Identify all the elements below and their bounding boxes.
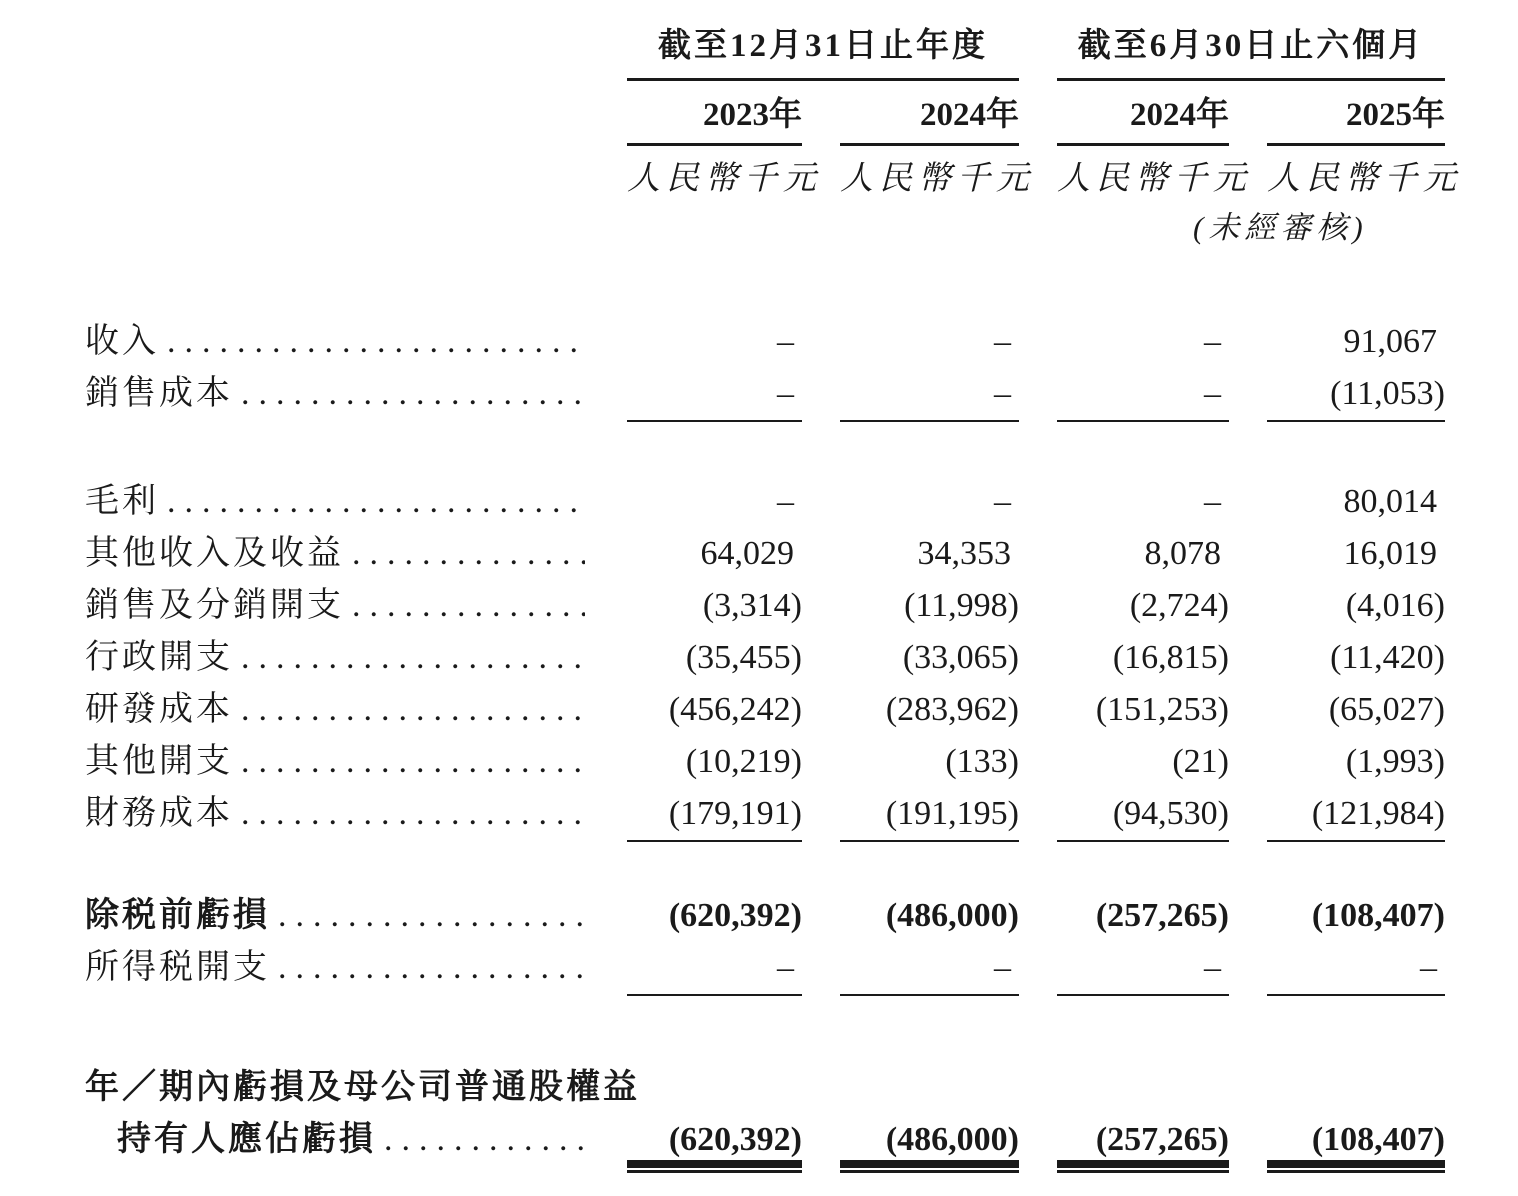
cell-value: (10,219) (685, 743, 802, 780)
cell-value: (108,407) (1311, 897, 1445, 934)
cell-value: 34,353 (917, 535, 1011, 572)
cell-value: – (777, 323, 794, 360)
cell-value: (11,998) (904, 587, 1019, 624)
row-label (85, 316, 589, 368)
table-row (85, 684, 1518, 736)
row-label-text: 其他收入及收益 (85, 535, 344, 572)
unit-label: 人民幣千元 (840, 161, 1035, 197)
cell-value: 91,067 (1343, 323, 1437, 360)
table-row (85, 368, 1518, 420)
row-label (85, 684, 589, 736)
row-label-text: 持有人應佔虧損 (117, 1121, 376, 1158)
table-row (85, 580, 1518, 632)
cell-value: (108,407) (1267, 1114, 1445, 1166)
row-label (85, 632, 589, 684)
cell-value: (257,265) (1057, 1114, 1229, 1166)
row-label-text: 財務成本 (85, 795, 233, 832)
unit-label: 人民幣千元 (1057, 161, 1252, 197)
cell-value: (33,065) (902, 639, 1019, 676)
cell-value: – (1267, 942, 1445, 996)
table-rows (85, 316, 1518, 1166)
row-label (85, 476, 589, 528)
cell-value: – (840, 942, 1019, 996)
cell-value: – (627, 942, 802, 996)
table-row (85, 890, 1518, 942)
cell-value: (486,000) (885, 897, 1019, 934)
table-row (85, 736, 1518, 788)
year-header: 2024年 (840, 81, 1019, 146)
dot-leader (241, 684, 585, 736)
cell-value: (65,027) (1328, 691, 1445, 728)
cell-value: – (994, 323, 1011, 360)
cell-value: (35,455) (685, 639, 802, 676)
cell-value: (11,420) (1330, 639, 1445, 676)
row-label (85, 580, 589, 632)
dot-leader (167, 476, 585, 528)
cell-value: 64,029 (700, 535, 794, 572)
cell-value: – (1204, 323, 1221, 360)
table-row (85, 1062, 1518, 1114)
cell-value: (283,962) (885, 691, 1019, 728)
column-group-title: 截至12月31日止年度 (658, 28, 988, 64)
cell-value: (2,724) (1129, 587, 1229, 624)
dot-leader (241, 736, 585, 788)
row-label-text: 收入 (85, 323, 159, 360)
row-label (85, 788, 589, 842)
unit-label: 人民幣千元 (1267, 161, 1462, 197)
table-row (85, 788, 1518, 840)
table-row (85, 1114, 1518, 1166)
cell-value: (620,392) (627, 1114, 802, 1166)
cell-value: – (994, 483, 1011, 520)
year-header: 2023年 (627, 81, 802, 146)
cell-value: 16,019 (1343, 535, 1437, 572)
year-header: 2025年 (1267, 81, 1445, 146)
dot-leader (384, 1114, 585, 1166)
cell-value: – (1057, 368, 1229, 422)
cell-value: (456,242) (668, 691, 802, 728)
row-label-text: 除税前虧損 (85, 897, 270, 934)
cell-value: (257,265) (1095, 897, 1229, 934)
table-row (85, 942, 1518, 994)
dot-leader (352, 580, 585, 632)
dot-leader (241, 632, 585, 684)
dot-leader (167, 316, 585, 368)
column-group-interim (1057, 26, 1445, 81)
row-spacer (85, 994, 1518, 1062)
dot-leader (278, 890, 585, 942)
unaudited-note-row (85, 208, 1518, 248)
cell-value: – (1204, 483, 1221, 520)
unit-header-row (85, 160, 1518, 198)
cell-value: (191,195) (840, 788, 1019, 842)
year-header-row (85, 81, 1518, 146)
row-label-text: 所得税開支 (85, 949, 270, 986)
cell-value: – (627, 368, 802, 422)
row-label-text: 年／期內虧損及母公司普通股權益 (85, 1069, 640, 1106)
unaudited-note: (未經審核) (1193, 210, 1368, 245)
row-label (85, 890, 589, 942)
table-row (85, 632, 1518, 684)
dot-leader (241, 788, 585, 840)
cell-value: (3,314) (702, 587, 802, 624)
table-row (85, 316, 1518, 368)
cell-value: (21) (1172, 743, 1229, 780)
row-label-text: 研發成本 (85, 691, 233, 728)
unit-label: 人民幣千元 (627, 161, 822, 197)
cell-value: (1,993) (1345, 743, 1445, 780)
column-group-annual (627, 26, 1019, 81)
header-group-row (85, 26, 1518, 81)
cell-value: (94,530) (1057, 788, 1229, 842)
dot-leader (241, 368, 585, 420)
row-label (85, 1114, 589, 1166)
row-label-text: 行政開支 (85, 639, 233, 676)
cell-value: (179,191) (627, 788, 802, 842)
cell-value: 80,014 (1343, 483, 1437, 520)
row-label (85, 1062, 1445, 1114)
row-spacer (85, 840, 1518, 890)
row-label-text: 銷售成本 (85, 375, 233, 412)
cell-value: (133) (945, 743, 1019, 780)
column-group-title: 截至6月30日止六個月 (1077, 28, 1425, 64)
cell-value: (151,253) (1095, 691, 1229, 728)
row-label-text: 毛利 (85, 483, 159, 520)
cell-value: (620,392) (668, 897, 802, 934)
dot-leader (278, 942, 585, 994)
cell-value: – (840, 368, 1019, 422)
cell-value: (11,053) (1267, 368, 1445, 422)
table-row (85, 476, 1518, 528)
cell-value: – (777, 483, 794, 520)
cell-value: (486,000) (840, 1114, 1019, 1166)
row-label (85, 942, 589, 996)
year-header: 2024年 (1057, 81, 1229, 146)
cell-value: – (1057, 942, 1229, 996)
cell-value: 8,078 (1144, 535, 1221, 572)
dot-leader (352, 528, 585, 580)
table-row (85, 528, 1518, 580)
cell-value: (121,984) (1267, 788, 1445, 842)
row-label-text: 銷售及分銷開支 (85, 587, 344, 624)
row-label (85, 368, 589, 422)
cell-value: (4,016) (1345, 587, 1445, 624)
row-label (85, 736, 589, 788)
row-label-text: 其他開支 (85, 743, 233, 780)
row-label (85, 528, 589, 580)
cell-value: (16,815) (1112, 639, 1229, 676)
row-spacer (85, 420, 1518, 476)
